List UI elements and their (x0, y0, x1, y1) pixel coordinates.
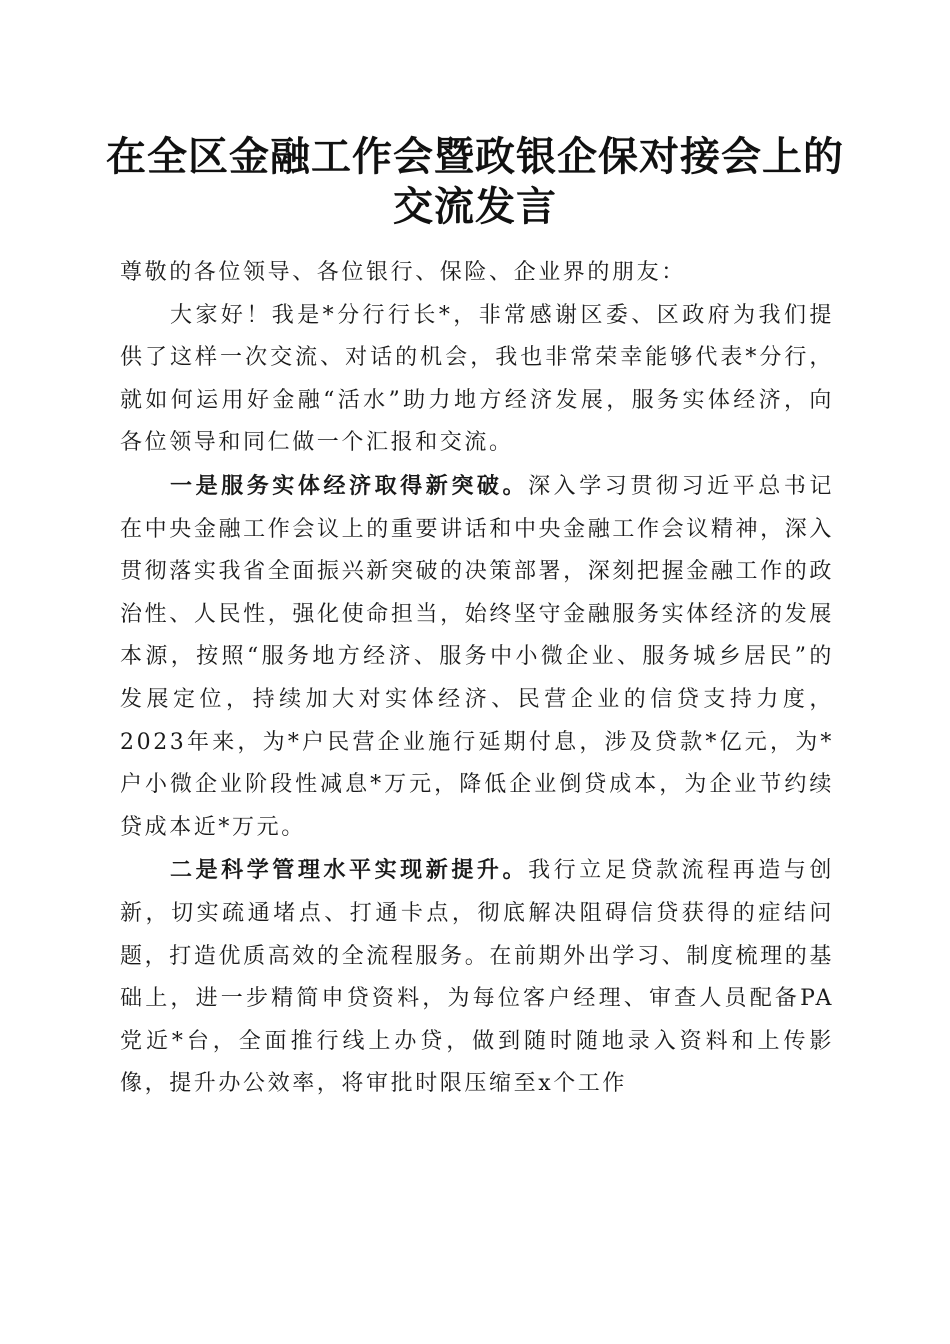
paragraph-text: 大家好！我是*分行行长*，非常感谢区委、区政府为我们提供了这样一次交流、对话的机会，我也非常荣幸能够代表*分行，就如何运用好金融“活水”助力地方经济发展，服务实体经济，向各位领导和同仁做一个汇报和交流。 (120, 302, 834, 456)
paragraph-text: 深入学习贯彻习近平总书记在中央金融工作会议上的重要讲话和中央金融工作会议精神，深入贯彻落实我省全面振兴新突破的决策部署，深刻把握金融工作的政治性、人民性，强化使命担当，始终坚守金融服务实体经济的发展本源，按照“服务地方经济、服务中小微企业、服务城乡居民”的发展定位，持续加大对实体经济、民营企业的信贷支持力度，2023年来，为*户民营企业施行延期付息，涉及贷款*亿元，为*户小微企业阶段性减息*万元，降低企业倒贷成本，为企业节约续贷成本近*万元。 (120, 473, 834, 840)
paragraph-management-improvement (120, 849, 834, 1106)
paragraph-lead: 一是服务实体经济取得新突破。 (170, 472, 529, 499)
document-title: 在全区金融工作会暨政银企保对接会上的交流发言 (106, 133, 844, 230)
document-body (120, 252, 834, 1172)
paragraph-text: 我行立足贷款流程再造与创新，切实疏通堵点、打通卡点，彻底解决阻碍信贷获得的症结问题，打造优质高效的全流程服务。在前期外出学习、制度梳理的基础上，进一步精简申贷资料，为每位客户经理、审查人员配备PA党近*台，全面推行线上办贷，做到随时随地录入资料和上传影像，提升办公效率，将审批时限压缩至x个工作 (120, 858, 834, 1097)
paragraph-greeting (120, 295, 834, 465)
salutation: 尊敬的各位领导、各位银行、保险、企业界的朋友： (120, 260, 686, 285)
paragraph-service-real-economy (120, 465, 834, 849)
paragraph-lead: 二是科学管理水平实现新提升。 (170, 857, 529, 884)
